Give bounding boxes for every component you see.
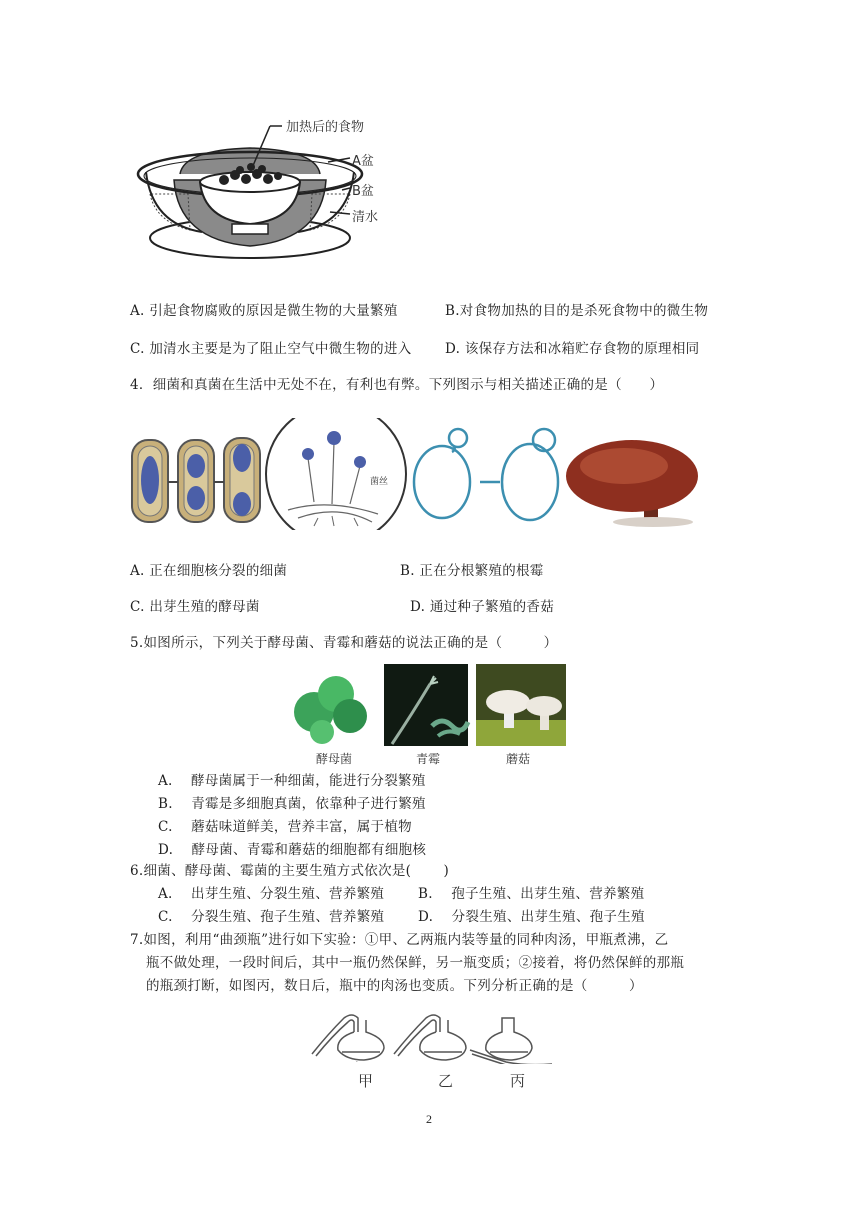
q4-option-b: B. 正在分根繁殖的根霉 <box>400 563 544 579</box>
svg-text:·:·: ·:· <box>354 1057 360 1064</box>
flask-bing <box>470 1018 552 1064</box>
q3-option-c: C. 加清水主要是为了阻止空气中微生物的进入 <box>130 341 412 357</box>
caption-flask-bing: 丙 <box>510 1072 526 1090</box>
label-basin-b: B盆 <box>352 184 374 199</box>
q5-option-d: D. 酵母菌、青霉和蘑菇的细胞都有细胞核 <box>158 842 427 858</box>
q7-text-line-1: 7.如图，利用“曲颈瓶”进行如下实验：①甲、乙两瓶内装等量的同种肉汤，甲瓶煮沸，乙 <box>130 932 669 948</box>
yeast-photo <box>292 664 374 746</box>
q3-option-b: B.对食物加热的目的是杀死食物中的微生物 <box>445 303 709 319</box>
q5-option-a: A. 酵母菌属于一种细菌，能进行分裂繁殖 <box>158 773 426 789</box>
q5-stem: 5.如图所示，下列关于酵母菌、青霉和蘑菇的说法正确的是（ ） <box>130 635 558 651</box>
q6-option-b: B. 孢子生殖、出芽生殖、营养繁殖 <box>418 886 645 902</box>
penicillium-photo <box>384 664 468 746</box>
q6-option-d: D. 分裂生殖、出芽生殖、孢子生殖 <box>418 909 645 925</box>
mushroom-image <box>566 440 698 527</box>
q4-stem: 4．细菌和真菌在生活中无处不在，有利也有弊。下列图示与相关描述正确的是（ ） <box>130 377 664 393</box>
q6-stem: 6.细菌、酵母菌、霉菌的主要生殖方式依次是( ) <box>130 863 450 879</box>
caption-mushroom: 蘑菇 <box>506 752 531 766</box>
mushroom-photo <box>476 664 566 746</box>
caption-penicillium: 青霉 <box>416 752 441 766</box>
flask-yi <box>394 1015 466 1060</box>
swan-neck-flask-figure <box>306 1010 566 1064</box>
q7-text-line-3: 的瓶颈打断，如图丙，数日后，瓶中的肉汤也变质。下列分析正确的是（ ） <box>146 978 643 994</box>
dividing-bacteria-image <box>132 438 260 522</box>
q3-option-d: D. 该保存方法和冰箱贮存食物的原理相同 <box>445 341 700 357</box>
q6-option-a: A. 出芽生殖、分裂生殖、营养繁殖 <box>158 886 385 902</box>
q7-text-line-2: 瓶不做处理，一段时间后，其中一瓶仍然保鲜，另一瓶变质；②接着，将仍然保鲜的那瓶 <box>146 955 685 971</box>
q4-option-d: D. 通过种子繁殖的香菇 <box>410 599 555 615</box>
caption-yeast: 酵母菌 <box>316 752 353 766</box>
label-basin-a: A盆 <box>352 154 374 169</box>
caption-flask-jia: 甲 <box>358 1072 374 1090</box>
label-water: 清水 <box>352 210 379 225</box>
q4-figure <box>128 418 708 530</box>
q6-option-c: C. 分裂生殖、孢子生殖、营养繁殖 <box>158 909 385 925</box>
q3-option-a: A. 引起食物腐败的原因是微生物的大量繁殖 <box>130 303 398 319</box>
q5-option-b: B. 青霉是多细胞真菌，依靠种子进行繁殖 <box>158 796 426 812</box>
q4-option-a: A. 正在细胞核分裂的细菌 <box>130 563 288 579</box>
q5-option-c: C. 蘑菇味道鲜美，营养丰富，属于植物 <box>158 819 412 835</box>
label-heated-food: 加热后的食物 <box>286 120 365 135</box>
q5-figure <box>292 664 572 746</box>
hypha-label: 菌丝 <box>370 477 389 487</box>
budding-yeast-image <box>414 429 558 520</box>
q4-option-c: C. 出芽生殖的酵母菌 <box>130 599 260 615</box>
page-number: 2 <box>426 1112 432 1126</box>
flask-jia <box>312 1015 384 1064</box>
caption-flask-yi: 乙 <box>438 1072 454 1090</box>
